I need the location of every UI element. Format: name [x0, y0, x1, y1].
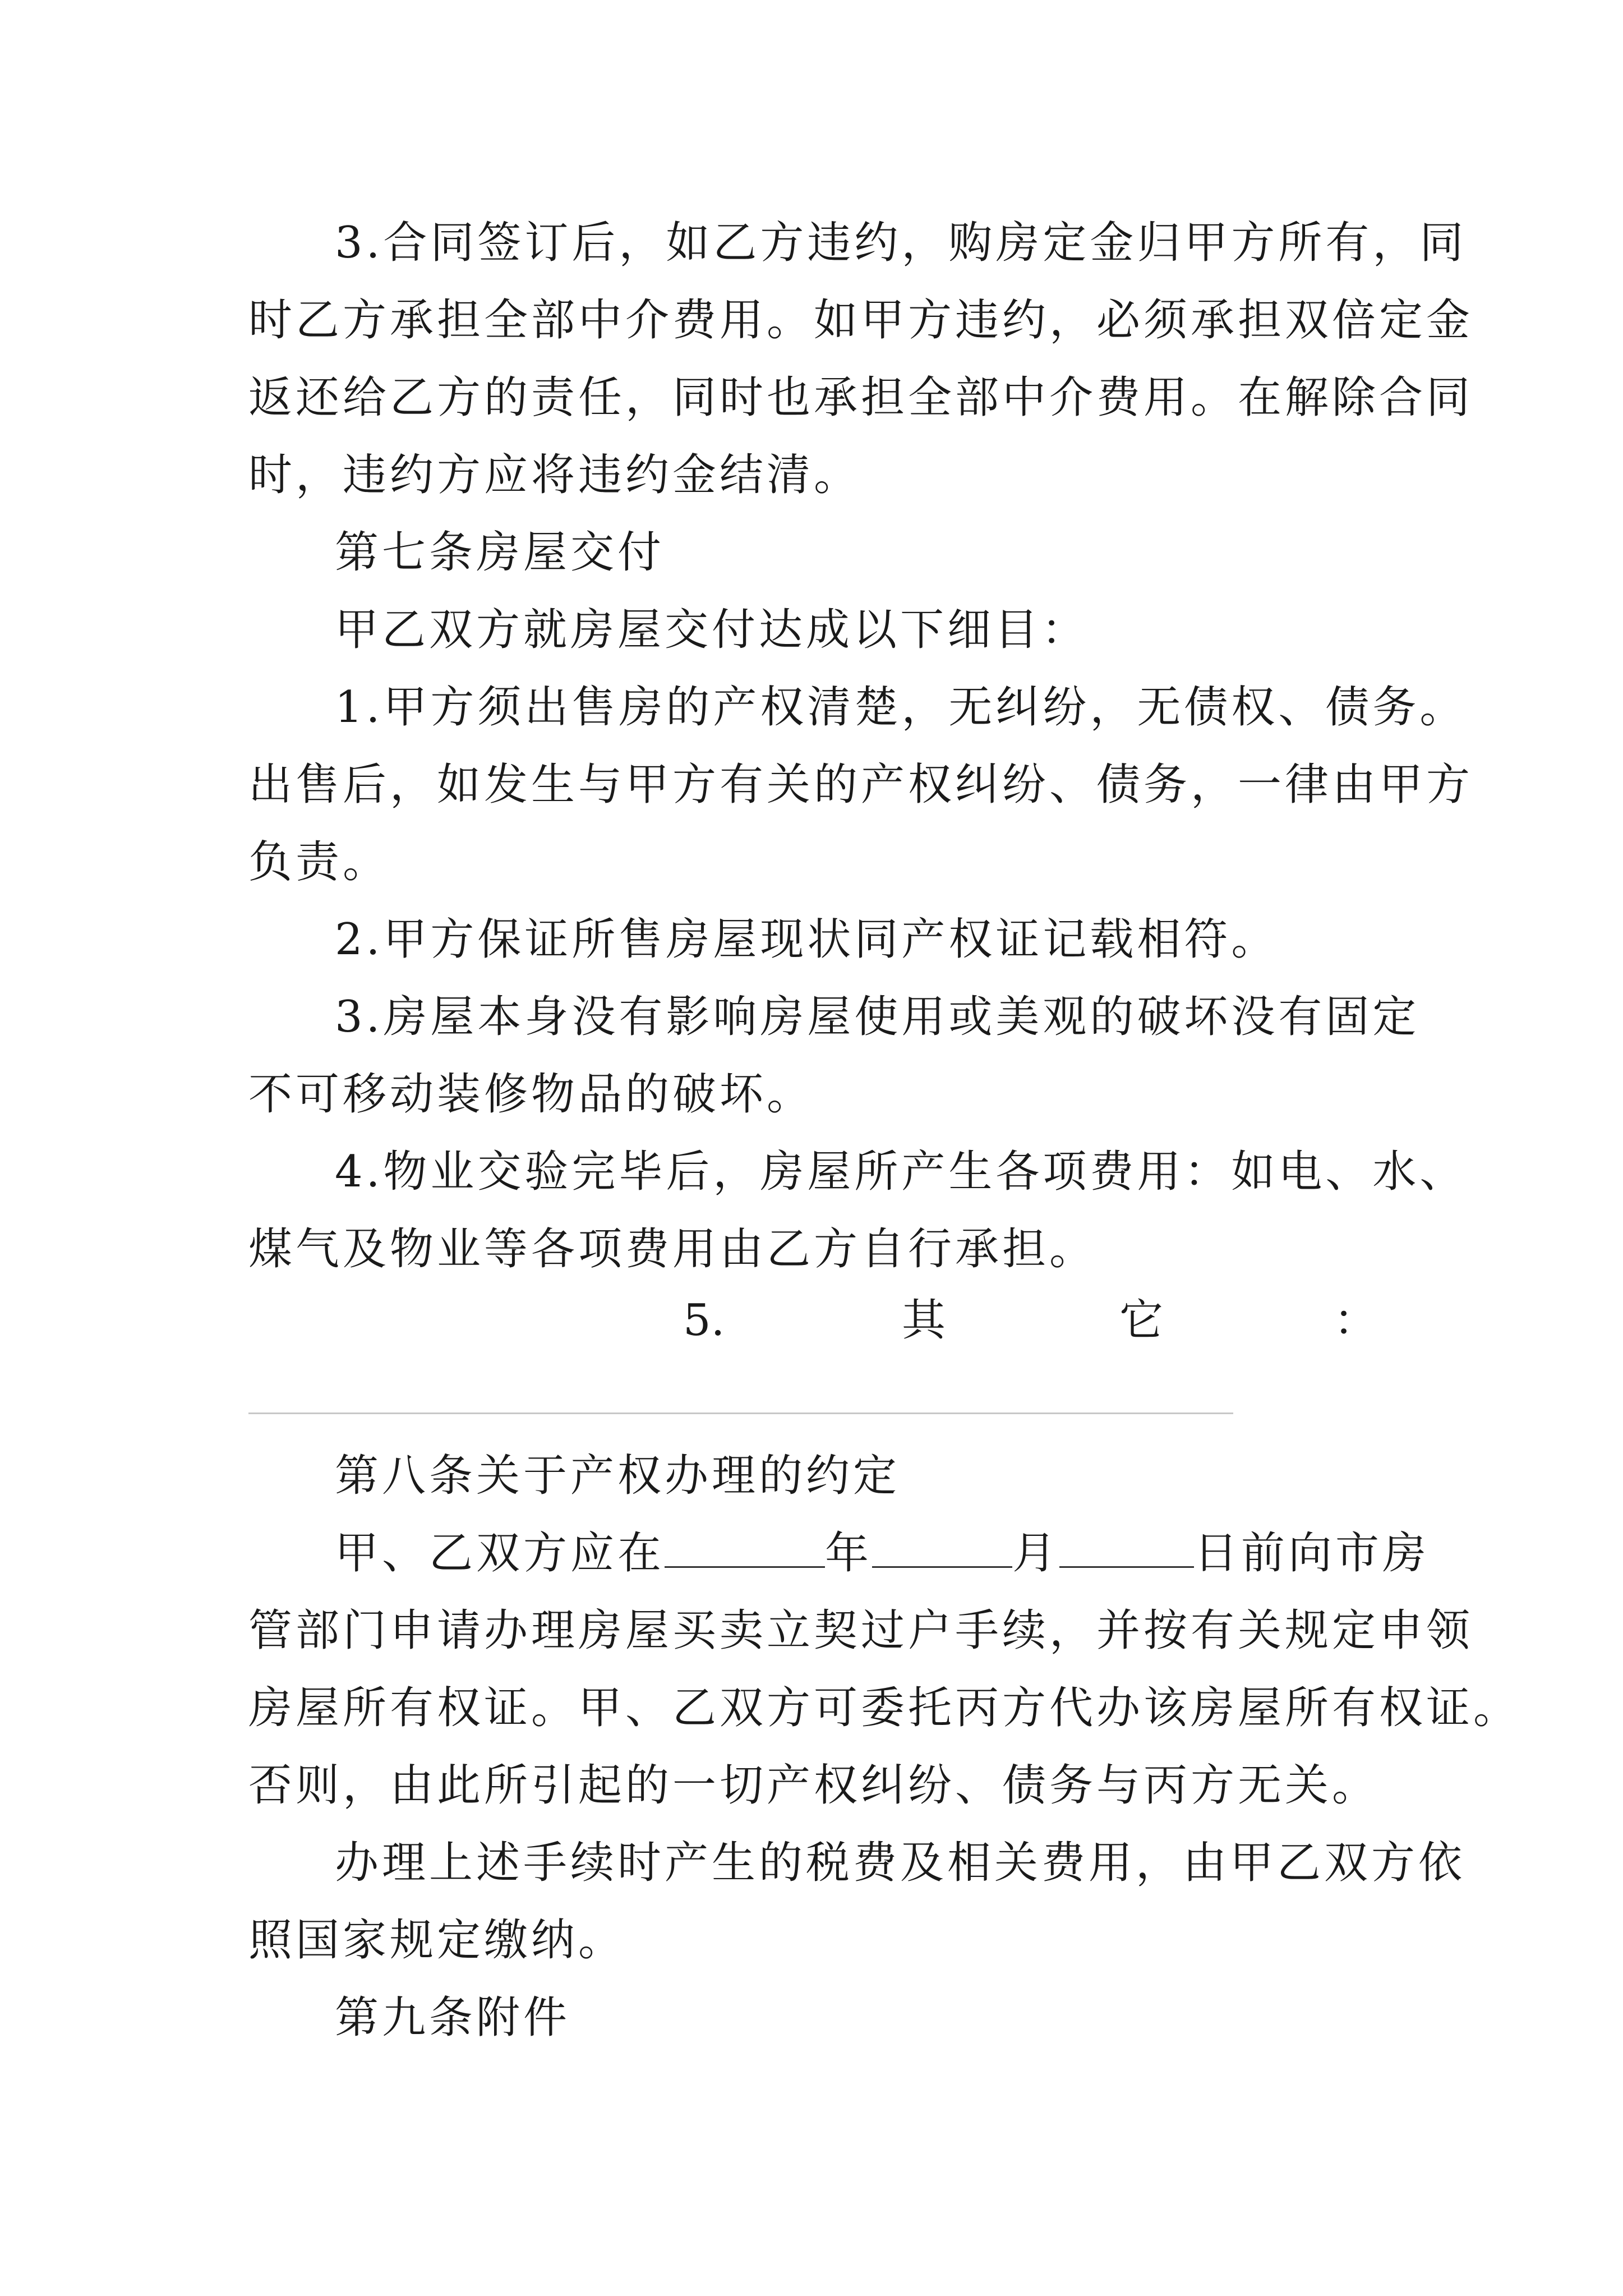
paragraph-line: 不可移动装修物品的破坏。 [248, 1069, 814, 1120]
paragraph-line [335, 1515, 1468, 1592]
text-segment: 日前向市房 [1194, 1528, 1430, 1579]
fill-in-rule [248, 1412, 1233, 1414]
section-title: 第七条房屋交付 [335, 527, 665, 578]
paragraph-line: 负责。 [248, 837, 390, 887]
paragraph-line: 否则，由此所引起的一切产权纠纷、债务与丙方无关。 [248, 1760, 1380, 1811]
paragraph-line: 1.甲方须出售房的产权清楚，无纠纷，无债权、债务。 [335, 682, 1467, 733]
month-label: 月 [1012, 1528, 1060, 1579]
section-title: 第九条附件 [335, 1993, 571, 2043]
section-title: 第八条关于产权办理的约定 [335, 1451, 901, 1501]
paragraph-line: 2.甲方保证所售房屋现状同产权证记载相符。 [335, 914, 1279, 965]
paragraph-line: 3.房屋本身没有影响房屋使用或美观的破坏没有固定 [335, 992, 1420, 1042]
paragraph-line: 煤气及物业等各项费用由乙方自行承担。 [248, 1224, 1097, 1274]
text-segment: 甲、乙双方应在 [335, 1528, 665, 1579]
item-label-char: 它 [1119, 1295, 1164, 1346]
paragraph-line: 返还给乙方的责任，同时也承担全部中介费用。在解除合同 [248, 372, 1474, 423]
paragraph-line: 房屋所有权证。甲、乙双方可委托丙方代办该房屋所有权证。 [248, 1683, 1521, 1733]
item-colon: ： [1334, 1295, 1378, 1346]
paragraph-line: 出售后，如发生与甲方有关的产权纠纷、债务，一律由甲方 [248, 760, 1474, 810]
paragraph-line: 4.物业交验完毕后，房屋所产生各项费用：如电、水、 [335, 1147, 1467, 1197]
year-label: 年 [825, 1528, 873, 1579]
blank-year [665, 1526, 825, 1568]
paragraph-line: 办理上述手续时产生的税费及相关费用，由甲乙双方依 [335, 1838, 1466, 1888]
paragraph-line: 3.合同签订后，如乙方违约，购房定金归甲方所有，同 [335, 218, 1467, 268]
paragraph-line: 照国家规定缴纳。 [248, 1915, 626, 1966]
blank-day [1059, 1526, 1194, 1568]
item-number: 5. [683, 1295, 725, 1346]
paragraph-line: 时，违约方应将违约金结清。 [248, 450, 861, 500]
paragraph-line: 甲乙双方就房屋交付达成以下细目： [335, 605, 1089, 655]
paragraph-line: 时乙方承担全部中介费用。如甲方违约，必须承担双倍定金 [248, 295, 1474, 346]
paragraph-line: 管部门申请办理房屋买卖立契过户手续，并按有关规定申领 [248, 1605, 1474, 1656]
blank-month [872, 1526, 1012, 1568]
item-label-char: 其 [902, 1295, 946, 1346]
